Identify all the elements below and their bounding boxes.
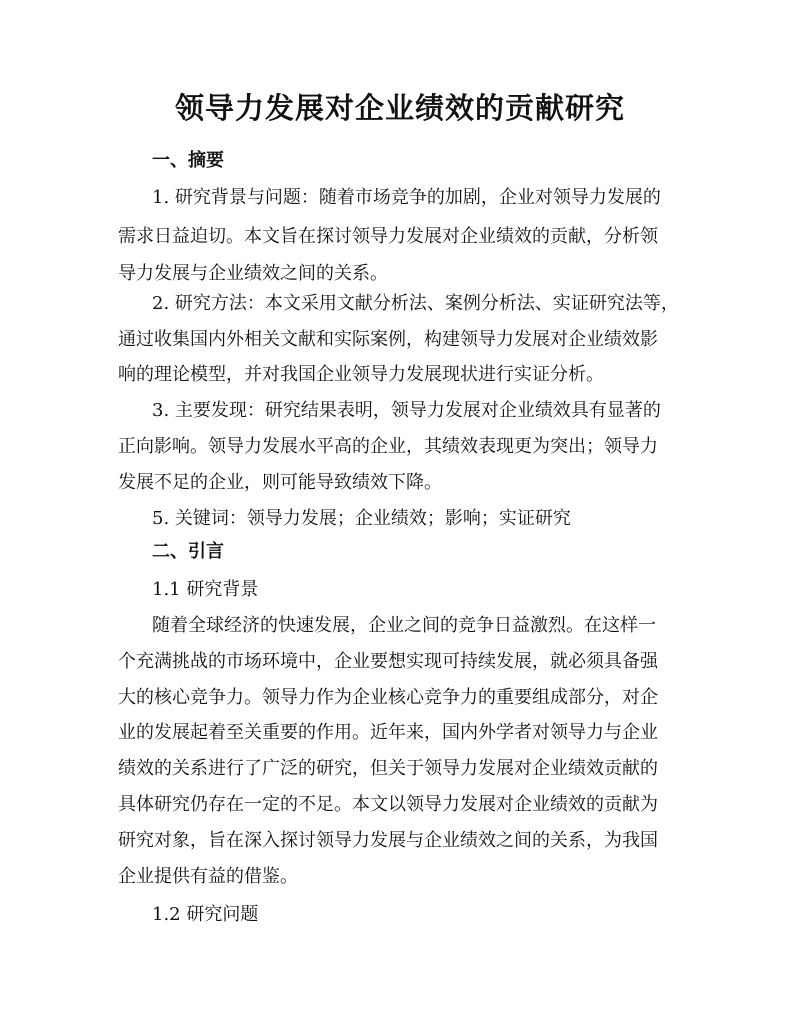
paragraph-line: 企业提供有益的借鉴。: [118, 866, 298, 887]
paragraph-line: 3. 主要发现：研究结果表明，领导力发展对企业绩效具有显著的: [152, 400, 661, 421]
paragraph-line: 大的核心竞争力。领导力作为企业核心竞争力的重要组成部分，对企: [118, 687, 658, 708]
subsection-heading-research-questions: 1.2 研究问题: [152, 904, 259, 925]
paragraph-line: 响的理论模型，并对我国企业领导力发展现状进行实证分析。: [118, 364, 604, 385]
paragraph-line: 随着全球经济的快速发展，企业之间的竞争日益激烈。在这样一: [152, 615, 656, 636]
paragraph-line: 需求日益迫切。本文旨在探讨领导力发展对企业绩效的贡献，分析领: [118, 226, 658, 247]
paragraph-line: 正向影响。领导力发展水平高的企业，其绩效表现更为突出；领导力: [118, 436, 658, 457]
paragraph-line: 通过收集国内外相关文献和实际案例，构建领导力发展对企业绩效影: [118, 329, 658, 350]
paragraph-line: 1. 研究背景与问题：随着市场竞争的加剧，企业对领导力发展的: [152, 187, 661, 208]
paragraph-line: 5. 关键词：领导力发展；企业绩效；影响；实证研究: [152, 508, 571, 529]
paragraph-line: 导力发展与企业绩效之间的关系。: [118, 263, 388, 284]
paragraph-line: 绩效的关系进行了广泛的研究，但关于领导力发展对企业绩效贡献的: [118, 758, 658, 779]
paragraph-line: 研究对象，旨在深入探讨领导力发展与企业绩效之间的关系，为我国: [118, 830, 658, 851]
document-title: 领导力发展对企业绩效的贡献研究: [174, 91, 625, 125]
paragraph-line: 具体研究仍存在一定的不足。本文以领导力发展对企业绩效的贡献为: [118, 794, 658, 815]
section-heading-abstract: 一、摘要: [152, 150, 224, 171]
paragraph-line: 发展不足的企业，则可能导致绩效下降。: [118, 472, 442, 493]
paragraph-line: 业的发展起着至关重要的作用。近年来，国内外学者对领导力与企业: [118, 722, 658, 743]
paragraph-line: 2. 研究方法：本文采用文献分析法、案例分析法、实证研究法等，: [152, 293, 679, 314]
subsection-heading-background: 1.1 研究背景: [152, 579, 259, 600]
section-heading-introduction: 二、引言: [152, 541, 224, 562]
paragraph-line: 个充满挑战的市场环境中，企业要想实现可持续发展，就必须具备强: [118, 651, 658, 672]
